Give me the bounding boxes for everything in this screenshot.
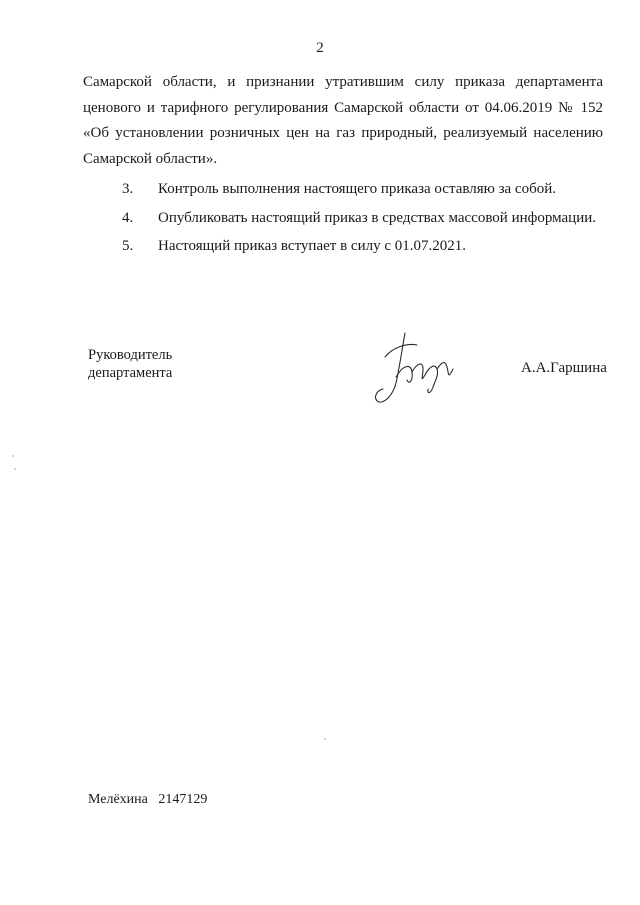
signatory-position [88, 346, 172, 382]
scan-speck [324, 738, 326, 740]
page-number: 2 [316, 40, 324, 56]
intro-paragraph: Самарской области, и признании утратившим силу приказа департамента ценового и тарифного регулирования Самарской области от 04.06.2019 № 152 «Об установлении розничных цен на газ природный, реализуемый населению Самарской области». [83, 74, 603, 167]
signatory-name: А.А.Гаршина [521, 360, 607, 376]
list-item [0, 210, 640, 232]
executor-phone: 2147129 [158, 792, 208, 807]
scan-speck [14, 468, 16, 470]
list-item [0, 181, 640, 203]
handwritten-signature [365, 325, 475, 415]
list-item-number: 3. [122, 181, 134, 197]
list-item [0, 238, 640, 260]
list-item-text: Опубликовать настоящий приказ в средствах массовой информации. [158, 210, 597, 226]
list-item-number: 4. [122, 210, 134, 226]
executor-name: Мелёхина [88, 792, 148, 807]
list-item-number: 5. [122, 238, 134, 254]
signatory-position-line1: Руководитель [88, 347, 173, 363]
list-item-text: Контроль выполнения настоящего приказа оставляю за собой. [158, 181, 556, 197]
scan-speck [12, 455, 14, 457]
signatory-position-line2: департамента [88, 365, 173, 381]
list-item-text: Настоящий приказ вступает в силу с 01.07.2021. [158, 238, 466, 254]
executor-info [88, 792, 207, 808]
